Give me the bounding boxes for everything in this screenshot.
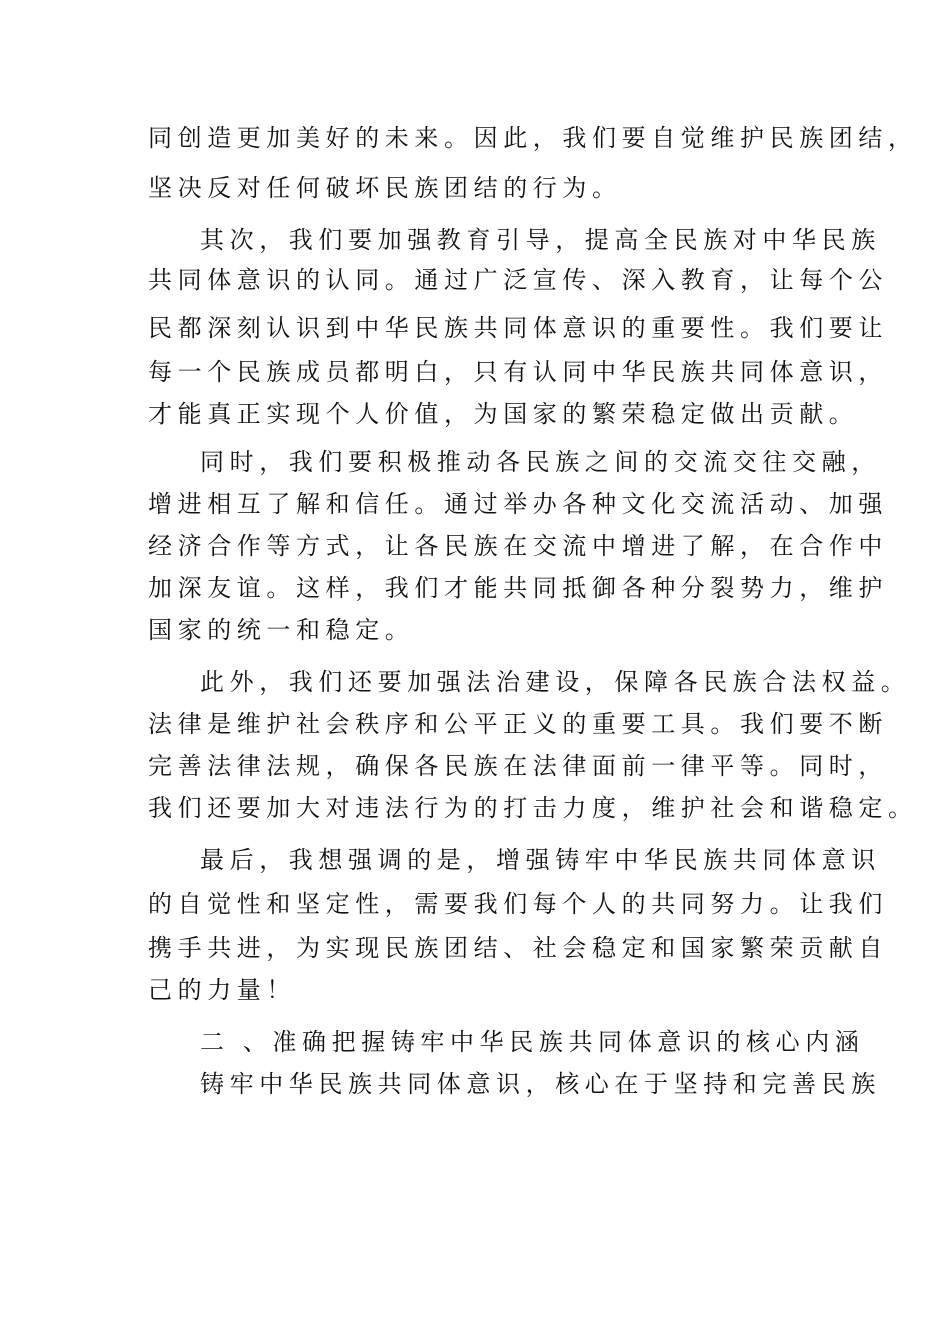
- text-line: 我们还要加大对违法行为的打击力度，维护社会和谐稳定。: [148, 794, 918, 822]
- text-line: 同创造更加美好的未来。因此，我们要自觉维护民族团结，: [148, 124, 918, 152]
- paragraph-start: 其次，我们要加强教育引导，提高全民族对中华民族: [200, 226, 881, 254]
- text-line: 才能真正实现个人价值，为国家的繁荣稳定做出贡献。: [148, 400, 859, 428]
- paragraph-start: 最后，我想强调的是，增强铸牢中华民族共同体意识: [200, 846, 881, 874]
- text-line: 携手共进，为实现民族团结、社会稳定和国家繁荣贡献自: [148, 934, 888, 962]
- text-line: 每一个民族成员都明白，只有认同中华民族共同体意识，: [148, 358, 888, 386]
- text-line: 坚决反对任何破坏民族团结的行为。: [148, 174, 622, 202]
- text-line: 完善法律法规，确保各民族在法律面前一律平等。同时，: [148, 752, 888, 780]
- text-line: 国家的统一和稳定。: [148, 616, 415, 644]
- paragraph-start: 铸牢中华民族共同体意识，核心在于坚持和完善民族: [200, 1070, 881, 1098]
- text-line: 增进相互了解和信任。通过举办各种文化交流活动、加强: [148, 490, 888, 518]
- text-line: 己的力量！: [148, 976, 296, 1004]
- text-line: 民都深刻认识到中华民族共同体意识的重要性。我们要让: [148, 314, 888, 342]
- text-line: 法律是维护社会秩序和公平正义的重要工具。我们要不断: [148, 710, 888, 738]
- text-line: 的自觉性和坚定性，需要我们每个人的共同努力。让我们: [148, 890, 888, 918]
- text-line: 加深友谊。这样，我们才能共同抵御各种分裂势力，维护: [148, 574, 888, 602]
- paragraph-start: 同时，我们要积极推动各民族之间的交流交往交融，: [200, 448, 881, 476]
- paragraph-start: 此外，我们还要加强法治建设，保障各民族合法权益。: [200, 668, 911, 696]
- text-line: 经济合作等方式，让各民族在交流中增进了解，在合作中: [148, 532, 888, 560]
- section-heading: 二 、准确把握铸牢中华民族共同体意识的核心内涵: [200, 1028, 865, 1056]
- text-line: 共同体意识的认同。通过广泛宣传、深入教育，让每个公: [148, 266, 888, 294]
